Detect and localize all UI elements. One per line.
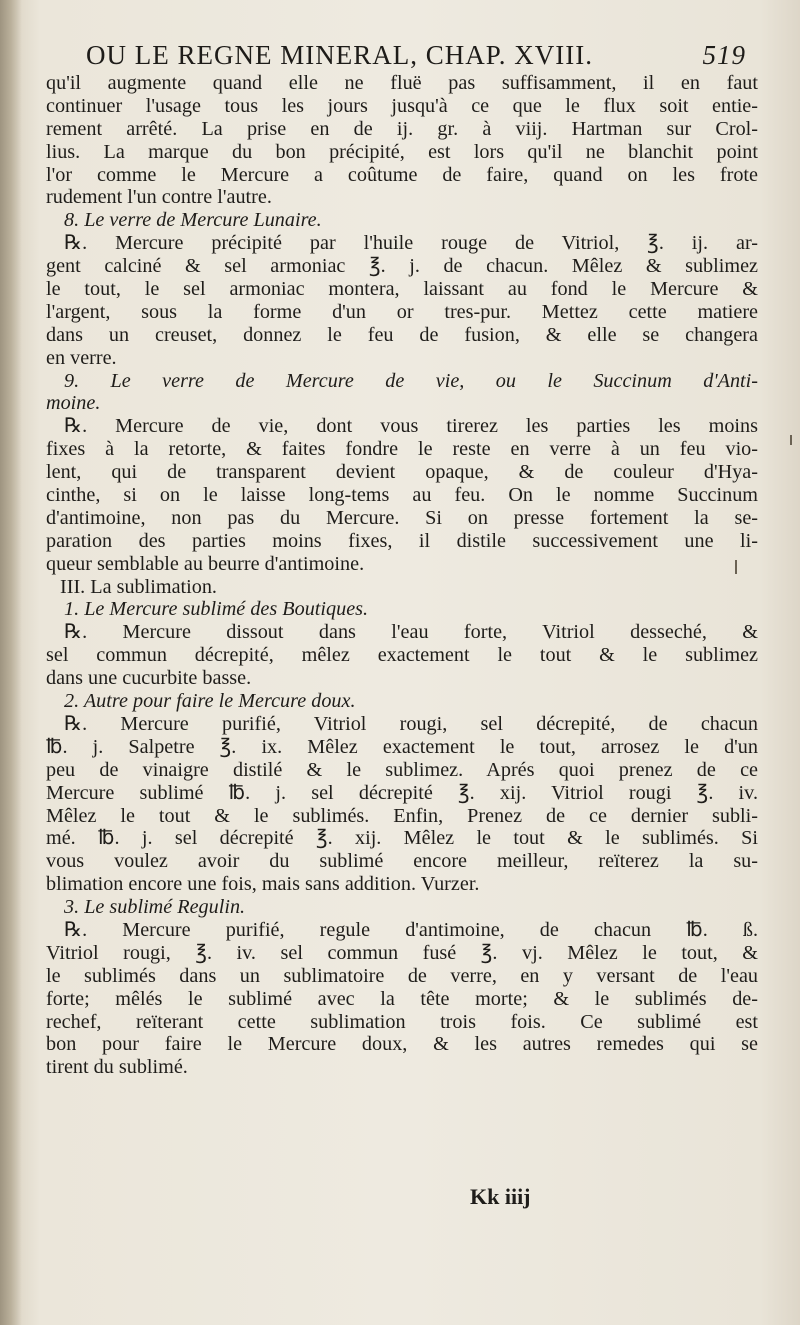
text-line: ℞. Mercure précipité par l'huile rouge de Vitriol, ℥. ij. ar- (64, 232, 758, 255)
text-line: dans une cucurbite basse. (46, 667, 252, 690)
text-line: queur semblable au beurre d'antimoine. (46, 552, 365, 575)
text-line: bon pour faire le Mercure doux, & les autres remedes qui se (46, 1033, 758, 1056)
text-line: vous voulez avoir du sublimé encore meilleur, reïterez la su- (46, 850, 758, 873)
text-line: gent calciné & sel armoniac ℥. j. de chacun. Mêlez & sublimez (46, 255, 758, 278)
text-line: l'or comme le Mercure a coûtume de faire, quand on les frote (46, 163, 758, 186)
text-line: rechef, reïterant cette sublimation trois fois. Ce sublimé est (46, 1010, 758, 1033)
text-line: Mercure sublimé ℔. j. sel décrepité ℥. xij. Vitriol rougi ℥. iv. (46, 781, 758, 804)
text-line: rement arrêté. La prise en de ij. gr. à viij. Hartman sur Crol- (46, 117, 758, 140)
text-line: le tout, le sel armoniac montera, laissant au fond le Mercure & (46, 278, 758, 301)
text-line: le sublimés dans un sublimatoire de verre, en y versant de l'eau (46, 964, 758, 987)
text-line: paration des parties moins fixes, il distile successivement une li- (46, 529, 758, 552)
text-line: moine. (46, 392, 101, 415)
text-line: Mêlez le tout & le sublimés. Enfin, Prenez de ce dernier subli- (46, 804, 758, 827)
text-line: rudement l'un contre l'autre. (46, 186, 272, 209)
text-line: ℞. Mercure purifié, Vitriol rougi, sel décrepité, de chacun (64, 712, 758, 735)
signature-mark: Kk iiij (470, 1184, 531, 1209)
text-line: cinthe, si on le laisse long-tems au feu. On le nomme Succinum (46, 484, 758, 507)
text-line: ℞. Mercure purifié, regule d'antimoine, de chacun ℔. ß. (64, 918, 758, 941)
text-line: 2. Autre pour faire le Mercure doux. (64, 690, 356, 713)
text-line: qu'il augmente quand elle ne fluë pas suffisamment, il en faut (46, 72, 758, 94)
running-title: OU LE REGNE MINERAL, CHAP. XVIII. (86, 40, 593, 70)
margin-speck (735, 560, 737, 574)
margin-speck (790, 435, 792, 445)
text-line: ℞. Mercure de vie, dont vous tirerez les parties les moins (64, 415, 758, 438)
text-line: ℔. j. Salpetre ℥. ix. Mêlez exactement le tout, arrosez le d'un (46, 735, 758, 758)
text-line: d'antimoine, non pas du Mercure. Si on presse fortement la se- (46, 506, 758, 529)
text-line: peu de vinaigre distilé & le sublimez. Aprés quoi prenez de ce (46, 758, 758, 781)
text-line: tirent du sublimé. (46, 1056, 188, 1079)
text-line: 9. Le verre de Mercure de vie, ou le Succinum d'Anti- (64, 369, 758, 392)
text-line: lius. La marque du bon précipité, est lors qu'il ne blanchit point (46, 140, 758, 163)
text-line: Vitriol rougi, ℥. iv. sel commun fusé ℥. vj. Mêlez le tout, & (46, 941, 758, 964)
text-line: III. La sublimation. (60, 575, 217, 598)
text-line: mé. ℔. j. sel décrepité ℥. xij. Mêlez le tout & le sublimés. Si (46, 827, 758, 850)
page-number: 519 (702, 40, 746, 70)
page-binding-shadow (0, 0, 22, 1325)
text-line: 8. Le verre de Mercure Lunaire. (64, 209, 322, 232)
text-line: 3. Le sublimé Regulin. (64, 896, 246, 919)
text-line: sel commun décrepité, mêlez exactement le tout & le sublimez (46, 644, 758, 667)
text-line: blimation encore une fois, mais sans addition. Vurzer. (46, 873, 480, 896)
text-line: lent, qui de transparent devient opaque, & de couleur d'Hya- (46, 461, 758, 484)
text-line: continuer l'usage tous les jours jusqu'à ce que le flux soit entie- (46, 94, 758, 117)
text-line: 1. Le Mercure sublimé des Boutiques. (64, 598, 369, 621)
body-text (46, 72, 758, 1079)
text-line: l'argent, sous la forme d'un or tres-pur. Mettez cette matiere (46, 300, 758, 323)
text-line: en verre. (46, 346, 117, 369)
text-line: forte; mêlés le sublimé avec la tête morte; & le sublimés de- (46, 987, 758, 1010)
text-line: ℞. Mercure dissout dans l'eau forte, Vitriol desseché, & (64, 621, 758, 644)
text-line: dans un creuset, donnez le feu de fusion, & elle se changera (46, 323, 758, 346)
text-line: fixes à la retorte, & faites fondre le reste en verre à un feu vio- (46, 438, 758, 461)
